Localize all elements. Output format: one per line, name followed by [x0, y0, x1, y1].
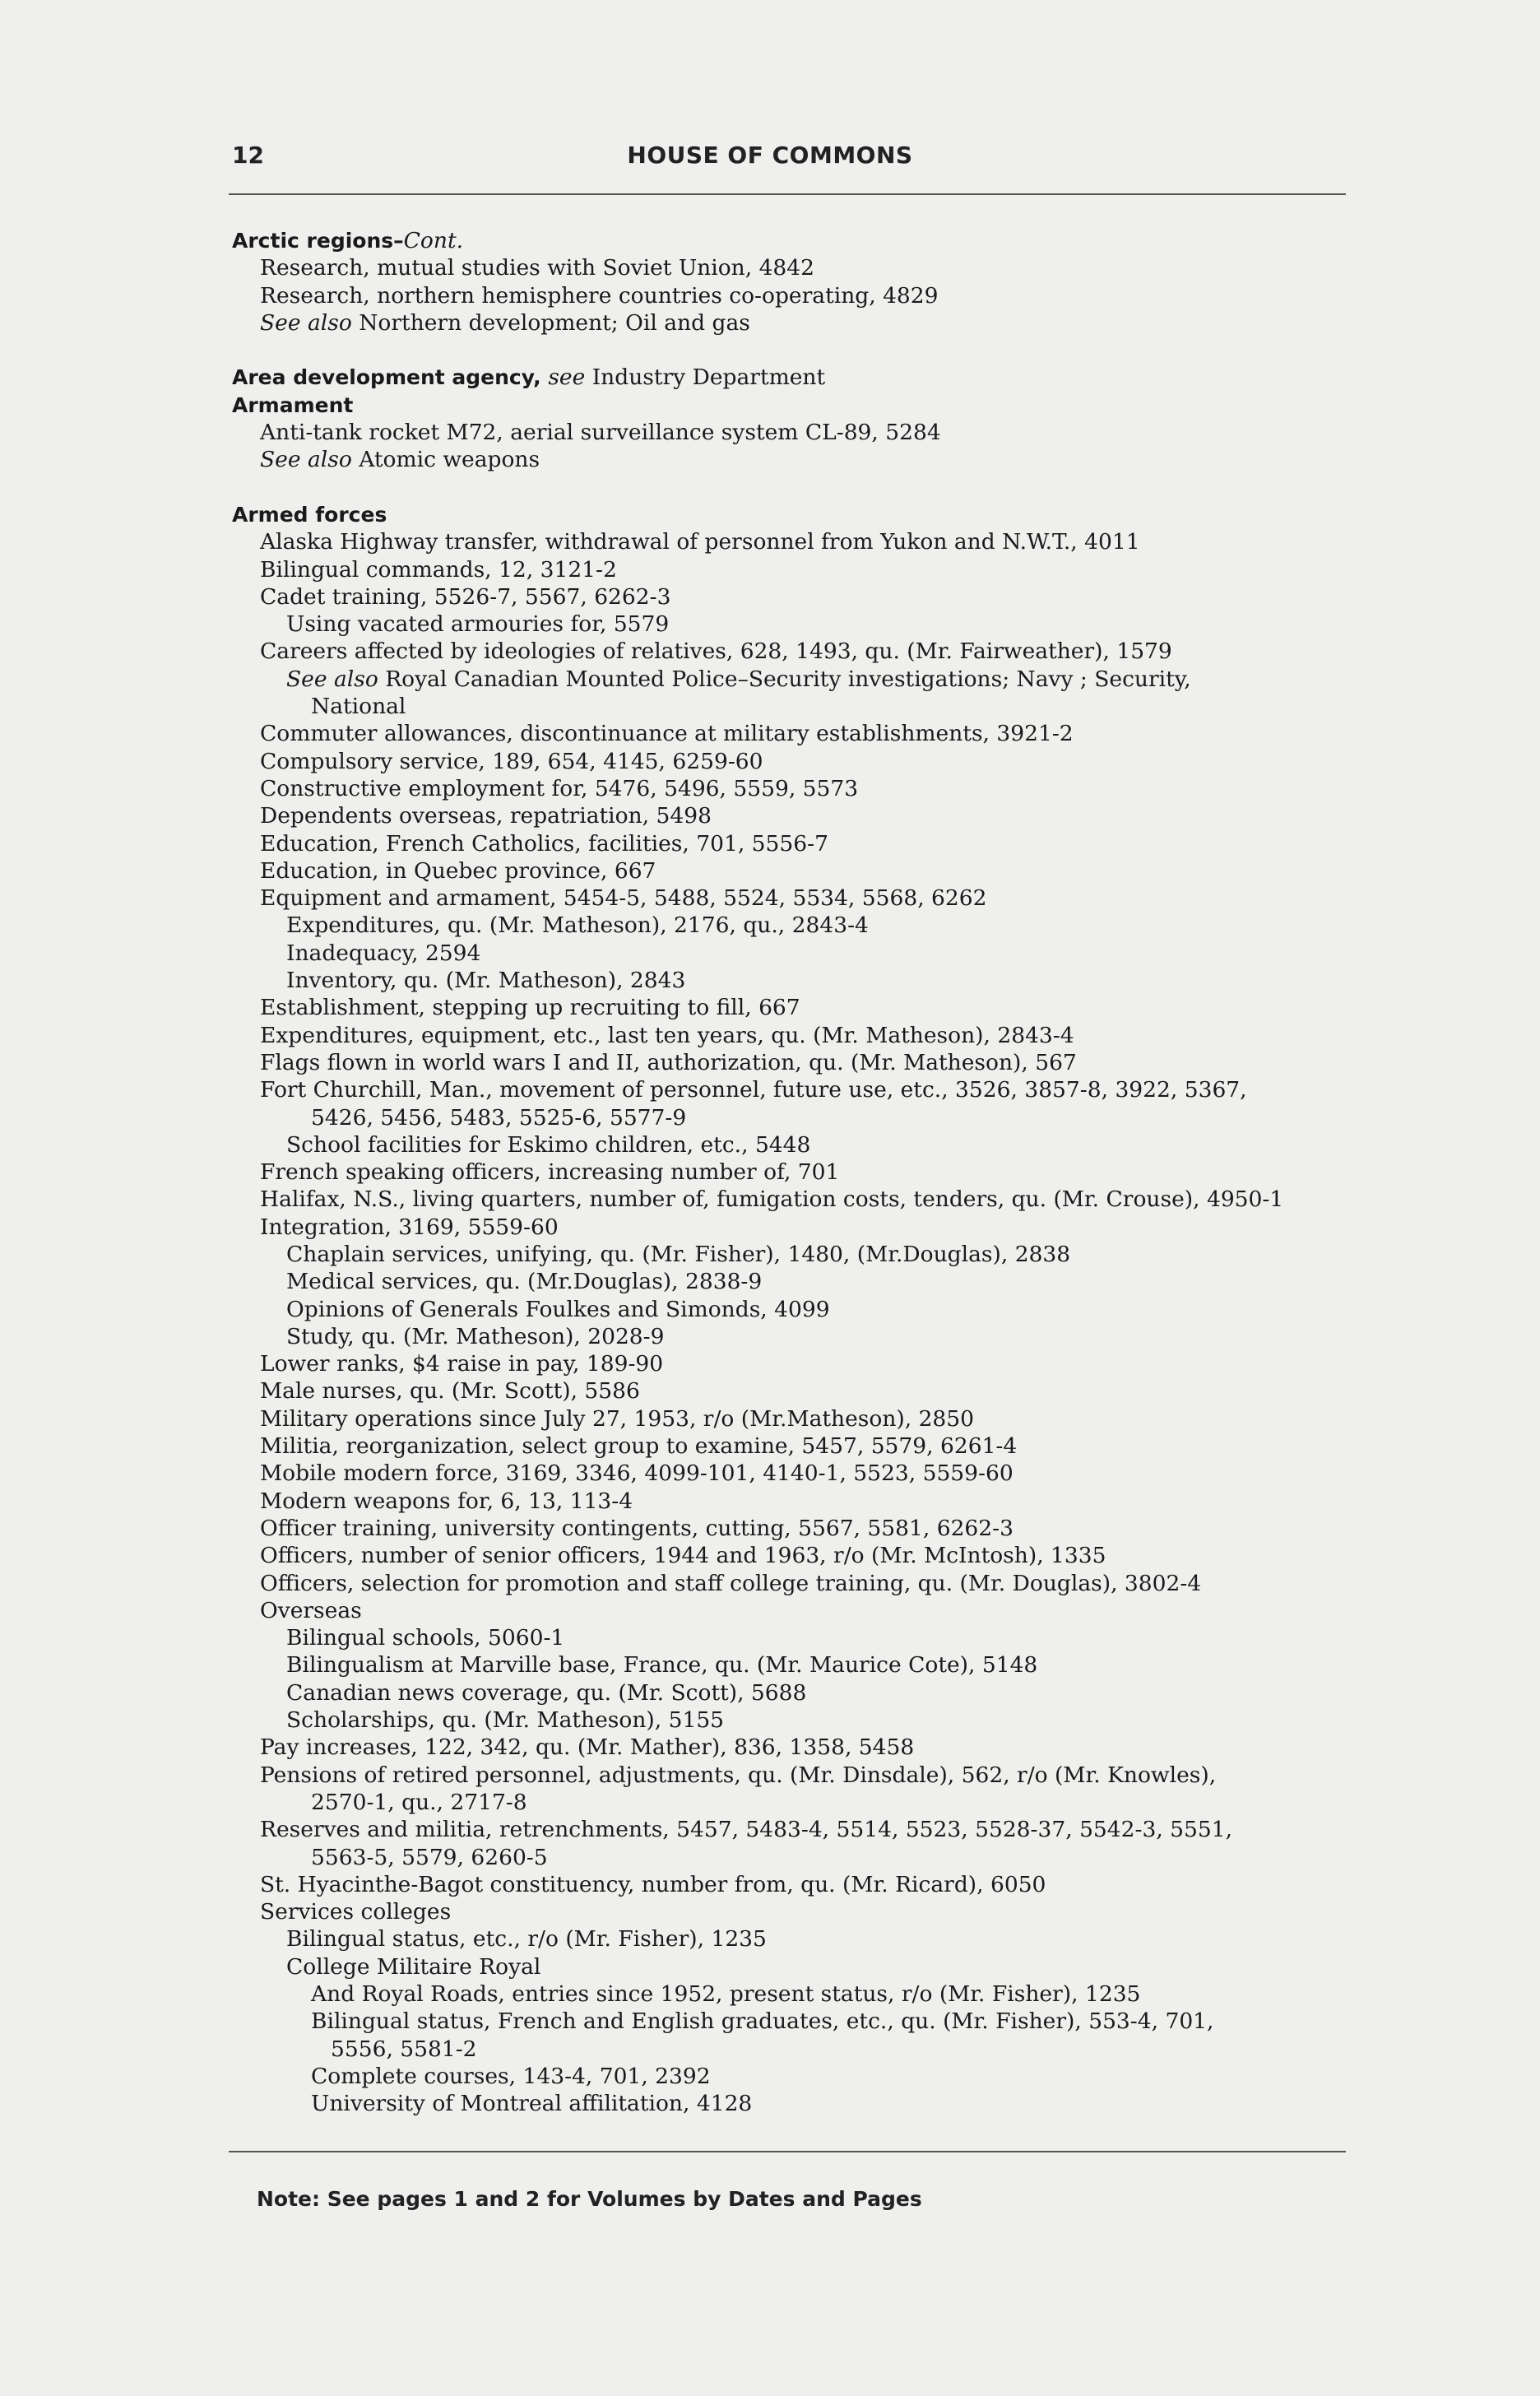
entry-text: Study, qu. (Mr. Matheson), 2028-9 [286, 1323, 665, 1349]
index-entry [232, 282, 1515, 309]
entry-text: Equipment and armament, 5454-5, 5488, 5524, 5534, 5568, 6262 [260, 885, 987, 912]
entry-text: Military operations since July 27, 1953, r/o (Mr.Matheson), 2850 [260, 1405, 975, 1432]
entry-text: 2570-1, qu., 2717-8 [311, 1789, 527, 1815]
entry-text: Education, in Quebec province, 667 [260, 857, 656, 884]
see-also-label: See also [260, 309, 352, 336]
index-entry [232, 1651, 1515, 1679]
entry-text: Officer training, university contingents, cutting, 5567, 5581, 6262-3 [260, 1515, 1014, 1541]
entry-text: Overseas [260, 1597, 362, 1623]
continued-label: Cont. [403, 228, 464, 253]
index-entry [232, 994, 1515, 1021]
see-also-label: See also [286, 666, 378, 692]
index-entry [232, 775, 1515, 802]
entry-text: Chaplain services, unifying, qu. (Mr. Fisher), 1480, (Mr.Douglas), 2838 [286, 1241, 1071, 1267]
entry-text-after: Industry Department [585, 365, 826, 391]
index-entry [232, 2063, 1515, 2090]
entry-text: Expenditures, equipment, etc., last ten years, qu. (Mr. Matheson), 2843-4 [260, 1022, 1074, 1048]
index-entry [232, 1022, 1515, 1049]
index-entries [232, 227, 1515, 2117]
index-entry [232, 1186, 1515, 1213]
index-entry [232, 583, 1515, 611]
entry-text: French speaking officers, increasing number of, 701 [260, 1159, 840, 1186]
index-entry [232, 1816, 1515, 1843]
entry-text: Bilingual schools, 5060-1 [286, 1625, 565, 1651]
index-entry [232, 1377, 1515, 1405]
index-entry [232, 254, 1515, 281]
entry-text: Fort Churchill, Man., movement of personnel, future use, etc., 3526, 3857-8, 3922, 5367, [260, 1077, 1247, 1103]
entry-text: Bilingual commands, 12, 3121-2 [260, 556, 617, 583]
entry-text: Area development agency, [232, 365, 549, 390]
index-entry [232, 1488, 1515, 1515]
entry-text: Integration, 3169, 5559-60 [260, 1214, 559, 1240]
index-entry [232, 1104, 1515, 1131]
entry-text: Pay increases, 122, 342, qu. (Mr. Mather), 836, 1358, 5458 [260, 1734, 915, 1761]
index-entry [232, 830, 1515, 857]
entry-text: Expenditures, qu. (Mr. Matheson), 2176, qu., 2843-4 [286, 912, 869, 939]
index-entry [232, 1214, 1515, 1241]
index-entry [232, 1076, 1515, 1103]
index-entry [232, 1898, 1515, 1925]
entry-text: Northern development; Oil and gas [351, 309, 750, 336]
index-entry [232, 1515, 1515, 1542]
index-entry [232, 857, 1515, 885]
entry-text: Cadet training, 5526-7, 5567, 6262-3 [260, 583, 671, 610]
entry-text: 5426, 5456, 5483, 5525-6, 5577-9 [311, 1104, 687, 1131]
index-entry [232, 1323, 1515, 1350]
index-entry [232, 1734, 1515, 1761]
header-rule [229, 193, 1346, 195]
entry-text: Armed forces [232, 502, 387, 527]
index-entry [232, 1542, 1515, 1569]
index-entry [232, 1159, 1515, 1186]
index-entry [232, 1268, 1515, 1295]
index-heading [232, 227, 1515, 254]
entry-text: Halifax, N.S., living quarters, number of, fumigation costs, tenders, qu. (Mr. Crouse), 4950-1 [260, 1186, 1284, 1213]
entry-text: Officers, selection for promotion and staff college training, qu. (Mr. Douglas), 3802-4 [260, 1570, 1202, 1596]
entry-text: Dependents overseas, repatriation, 5498 [260, 803, 712, 829]
index-entry [232, 2008, 1515, 2035]
index-heading [232, 364, 1515, 391]
index-entry [232, 1925, 1515, 1953]
see-label: see [548, 365, 586, 391]
index-entry [232, 1405, 1515, 1432]
index-entry [232, 2090, 1515, 2117]
index-entry [232, 967, 1515, 994]
entry-text: Medical services, qu. (Mr.Douglas), 2838-9 [286, 1269, 763, 1295]
index-entry [232, 802, 1515, 829]
entry-text: Reserves and militia, retrenchments, 5457, 5483-4, 5514, 5523, 5528-37, 5542-3, 5551, [260, 1817, 1233, 1843]
page-number: 12 [232, 142, 264, 169]
index-entry [232, 1049, 1515, 1076]
footer-rule [229, 2151, 1346, 2152]
entry-text: Male nurses, qu. (Mr. Scott), 5586 [260, 1378, 640, 1405]
entry-text: Bilingualism at Marville base, France, qu. (Mr. Maurice Cote), 5148 [286, 1652, 1038, 1679]
index-heading [232, 392, 1515, 419]
entry-text: Anti-tank rocket M72, aerial surveillance system CL-89, 5284 [260, 420, 941, 446]
entry-text: Scholarships, qu. (Mr. Matheson), 5155 [286, 1707, 725, 1734]
index-entry [232, 1460, 1515, 1487]
index-entry [232, 1844, 1515, 1871]
index-entry [232, 1350, 1515, 1377]
index-entry [232, 693, 1515, 720]
entry-text: Inventory, qu. (Mr. Matheson), 2843 [286, 968, 686, 994]
entry-text: And Royal Roads, entries since 1952, present status, r/o (Mr. Fisher), 1235 [311, 1981, 1141, 2007]
entry-text: Bilingual status, French and English graduates, etc., qu. (Mr. Fisher), 553-4, 701, [311, 2008, 1214, 2035]
index-entry [232, 556, 1515, 583]
entry-text: College Militaire Royal [286, 1953, 541, 1980]
index-entry [232, 419, 1515, 446]
index-entry [232, 1131, 1515, 1159]
entry-text: Officers, number of senior officers, 1944 and 1963, r/o (Mr. McIntosh), 1335 [260, 1543, 1106, 1569]
entry-text: Armament [232, 392, 354, 417]
entry-text: Establishment, stepping up recruiting to fill, 667 [260, 995, 800, 1021]
entry-text: School facilities for Eskimo children, etc., 5448 [286, 1131, 811, 1158]
entry-text: Inadequacy, 2594 [286, 940, 481, 966]
index-entry [232, 1679, 1515, 1706]
entry-gap [232, 337, 1515, 364]
entry-text: Canadian news coverage, qu. (Mr. Scott), 5688 [286, 1679, 807, 1706]
index-heading [232, 501, 1515, 528]
entry-text: Compulsory service, 189, 654, 4145, 6259-60 [260, 748, 763, 774]
entry-text: Opinions of Generals Foulkes and Simonds, 4099 [286, 1296, 830, 1322]
entry-text: Research, mutual studies with Soviet Union, 4842 [260, 255, 815, 281]
entry-text: Pensions of retired personnel, adjustments, qu. (Mr. Dinsdale), 562, r/o (Mr. Knowles), [260, 1762, 1217, 1788]
entry-text: Lower ranks, $4 raise in pay, 189-90 [260, 1351, 664, 1377]
entry-text: Militia, reorganization, select group to examine, 5457, 5579, 6261-4 [260, 1433, 1018, 1460]
entry-text: Modern weapons for, 6, 13, 113-4 [260, 1488, 633, 1514]
entry-gap [232, 474, 1515, 501]
index-entry [232, 446, 1515, 473]
index-entry [232, 1432, 1515, 1460]
entry-text: Alaska Highway transfer, withdrawal of personnel from Yukon and N.W.T., 4011 [260, 529, 1140, 555]
entry-text: Research, northern hemisphere countries co-operating, 4829 [260, 282, 939, 309]
index-entry [232, 1241, 1515, 1268]
index-entry [232, 912, 1515, 939]
index-entry [232, 1624, 1515, 1651]
index-entry [232, 611, 1515, 638]
index-entry [232, 1597, 1515, 1624]
index-entry [232, 748, 1515, 775]
index-entry [232, 1980, 1515, 2008]
entry-text: Constructive employment for, 5476, 5496, 5559, 5573 [260, 775, 859, 801]
entry-text: Atomic weapons [351, 447, 540, 473]
entry-text: University of Montreal affilitation, 4128 [311, 2091, 753, 2117]
index-entry [232, 1296, 1515, 1323]
index-entry [232, 528, 1515, 555]
index-entry [232, 1762, 1515, 1789]
index-entry [232, 1871, 1515, 1898]
running-head: HOUSE OF COMMONS [627, 142, 913, 169]
index-entry [232, 638, 1515, 665]
index-entry [232, 2036, 1515, 2063]
entry-text: Bilingual status, etc., r/o (Mr. Fisher), 1235 [286, 1926, 767, 1953]
index-entry [232, 1706, 1515, 1734]
entry-text: Royal Canadian Mounted Police–Security investigations; Navy ; Security, [378, 666, 1191, 692]
entry-text: National [311, 694, 406, 720]
entry-text: Complete courses, 143-4, 701, 2392 [311, 2063, 711, 2089]
entry-text: Flags flown in world wars I and II, authorization, qu. (Mr. Matheson), 567 [260, 1049, 1077, 1075]
index-entry [232, 885, 1515, 912]
entry-text: Education, French Catholics, facilities, 701, 5556-7 [260, 830, 828, 857]
entry-text: Commuter allowances, discontinuance at military establishments, 3921-2 [260, 721, 1074, 747]
entry-text: 5556, 5581-2 [331, 2036, 477, 2062]
entry-text: Services colleges [260, 1899, 452, 1925]
entry-text: 5563-5, 5579, 6260-5 [311, 1844, 548, 1870]
entry-text: St. Hyacinthe-Bagot constituency, number from, qu. (Mr. Ricard), 6050 [260, 1871, 1046, 1897]
index-entry [232, 720, 1515, 747]
index-entry [232, 666, 1515, 693]
index-entry [232, 1789, 1515, 1816]
entry-text: Arctic regions– [232, 229, 404, 253]
index-entry [232, 309, 1515, 337]
entry-text: Using vacated armouries for, 5579 [286, 611, 670, 638]
index-entry [232, 940, 1515, 967]
index-entry [232, 1953, 1515, 1980]
see-also-label: See also [260, 447, 352, 473]
entry-text: Careers affected by ideologies of relatives, 628, 1493, qu. (Mr. Fairweather), 1579 [260, 638, 1172, 665]
entry-text: Mobile modern force, 3169, 3346, 4099-101, 4140-1, 5523, 5559-60 [260, 1460, 1014, 1487]
index-entry [232, 1570, 1515, 1597]
footer-note: Note: See pages 1 and 2 for Volumes by Dates and Pages [257, 2187, 922, 2211]
